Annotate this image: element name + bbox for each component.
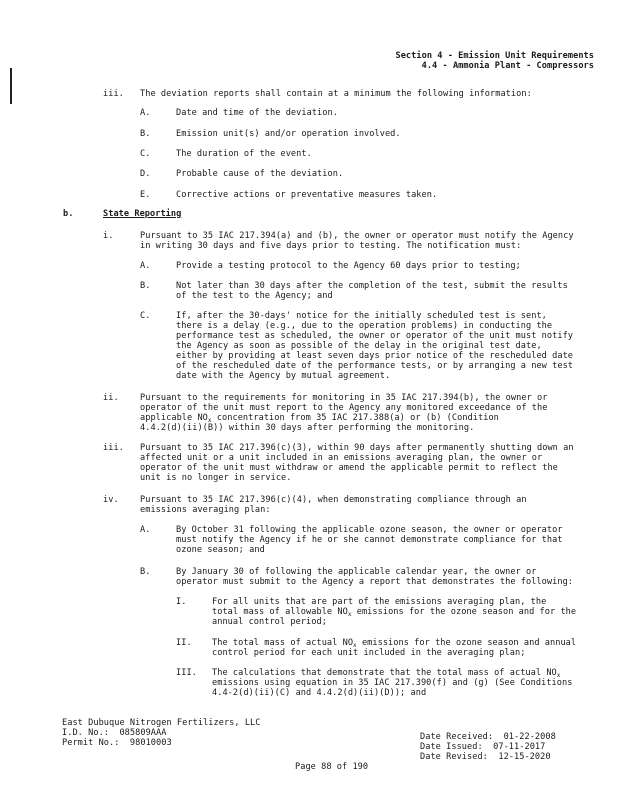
paragraph-line: operator of the unit must withdraw or amend the applicable permit to reflect the (140, 463, 558, 473)
list-item: By January 30 of following the applicable calendar year, the owner or (176, 567, 537, 577)
list-item: Not later than 30 days after the completion of the test, submit the results (176, 281, 568, 291)
list-label: B. (140, 129, 151, 139)
paragraph-line: in writing 30 days and five days prior to testing. The notification must: (140, 241, 522, 251)
roman-item: 4.4-2(d)(ii)(C) and 4.4.2(d)(ii)(D)); and (212, 688, 427, 698)
list-item: ozone season; and (176, 545, 265, 555)
list-item: operator must submit to the Agency a report that demonstrates the following: (176, 577, 574, 587)
footer-id: I.D. No.: 085809AAA (62, 728, 167, 738)
paragraph-line: Pursuant to 35 IAC 217.396(c)(3), within 90 days after permanently shutting down an (140, 443, 574, 453)
paragraph-line: emissions averaging plan: (140, 505, 271, 515)
list-item: either by providing at least seven days prior notice of the rescheduled date (176, 351, 574, 361)
footer-date-received: Date Received: 01-22-2008 (420, 732, 556, 742)
subscript: x (207, 417, 212, 424)
list-item: of the test to the Agency; and (176, 291, 333, 301)
roman-item: annual control period; (212, 617, 327, 627)
section-title: State Reporting (103, 209, 182, 219)
list-label: B. (140, 567, 151, 577)
list-label: A. (140, 525, 151, 535)
text-run: applicable NO (140, 413, 208, 423)
list-item: there is a delay (e.g., due to the operation problems) in conducting the (176, 321, 553, 331)
text-run: The calculations that demonstrate that the total mass of actual NO (212, 668, 557, 678)
subscript: x (347, 611, 352, 618)
text-run: emissions for the ozone season and for the (351, 607, 577, 617)
list-item: The duration of the event. (176, 149, 312, 159)
subsection-header: 4.4 - Ammonia Plant - Compressors (421, 61, 594, 71)
text-run: emissions for the ozone season and annual (356, 638, 577, 648)
footer-date-issued: Date Issued: 07-11-2017 (420, 742, 546, 752)
item-label: ii. (103, 393, 119, 403)
list-item: performance test as scheduled, the owner or operator of the unit must notify (176, 331, 574, 341)
footer-date-revised: Date Revised: 12-15-2020 (420, 752, 551, 762)
list-label: D. (140, 169, 151, 179)
list-item: Date and time of the deviation. (176, 108, 338, 118)
footer-permit: Permit No.: 98010003 (62, 738, 172, 748)
text-run: total mass of allowable NO (212, 607, 348, 617)
footer-company: East Dubuque Nitrogen Fertilizers, LLC (62, 718, 261, 728)
paragraph-line: 4.4.2(d)(ii)(B)) within 30 days after performing the monitoring. (140, 423, 475, 433)
list-item: the Agency as soon as possible of the delay in the original test date, (176, 341, 542, 351)
paragraph-line: operator of the unit must report to the Agency any monitored exceedance of the (140, 403, 548, 413)
paragraph-line: affected unit or a unit included in an emissions averaging plan, the owner or (140, 453, 543, 463)
list-item: By October 31 following the applicable ozone season, the owner or operator (176, 525, 563, 535)
roman-label: II. (176, 638, 192, 648)
list-item: Provide a testing protocol to the Agency 60 days prior to testing; (176, 261, 521, 271)
revision-bar (10, 68, 12, 104)
list-item: If, after the 30-days' notice for the initially scheduled test is sent, (176, 311, 547, 321)
roman-item: For all units that are part of the emissions averaging plan, the (212, 597, 547, 607)
item-label: iii. (103, 443, 124, 453)
list-item: Probable cause of the deviation. (176, 169, 344, 179)
subscript: x (353, 642, 357, 649)
section-header: Section 4 - Emission Unit Requirements (395, 51, 594, 61)
item-label: iii. (103, 89, 124, 99)
paragraph-text: The deviation reports shall contain at a minimum the following information: (140, 89, 532, 99)
roman-label: I. (176, 597, 187, 607)
paragraph-line: Pursuant to the requirements for monitoring in 35 IAC 217.394(b), the owner or (140, 393, 548, 403)
item-label: i. (103, 231, 114, 241)
list-label: A. (140, 261, 151, 271)
list-label: C. (140, 311, 151, 321)
text-run: The total mass of actual NO (212, 638, 354, 648)
paragraph-line: unit is no longer in service. (140, 473, 292, 483)
section-label: b. (63, 209, 74, 219)
paragraph-line: Pursuant to 35 IAC 217.394(a) and (b), the owner or operator must notify the Agency (140, 231, 574, 241)
list-label: A. (140, 108, 151, 118)
list-item: Corrective actions or preventative measures taken. (176, 190, 438, 200)
roman-item: emissions using equation in 35 IAC 217.390(f) and (g) (See Conditions (212, 678, 573, 688)
list-item: must notify the Agency if he or she cannot demonstrate compliance for that (176, 535, 563, 545)
list-item: of the rescheduled date of the performance tests, or by arranging a new test (176, 361, 574, 371)
text-run: concentration from 35 IAC 217.388(a) or (b) (Condition (211, 413, 499, 423)
list-label: E. (140, 190, 151, 200)
list-item: Emission unit(s) and/or operation involved. (176, 129, 401, 139)
item-label: iv. (103, 495, 119, 505)
list-label: C. (140, 149, 151, 159)
page-number: Page 88 of 190 (295, 762, 369, 772)
list-label: B. (140, 281, 151, 291)
subscript: x (556, 672, 561, 679)
list-item: date with the Agency by mutual agreement. (176, 371, 391, 381)
roman-item: control period for each unit included in the averaging plan; (212, 648, 526, 658)
roman-label: III. (176, 668, 197, 678)
paragraph-line: Pursuant to 35 IAC 217.396(c)(4), when demonstrating compliance through an (140, 495, 527, 505)
